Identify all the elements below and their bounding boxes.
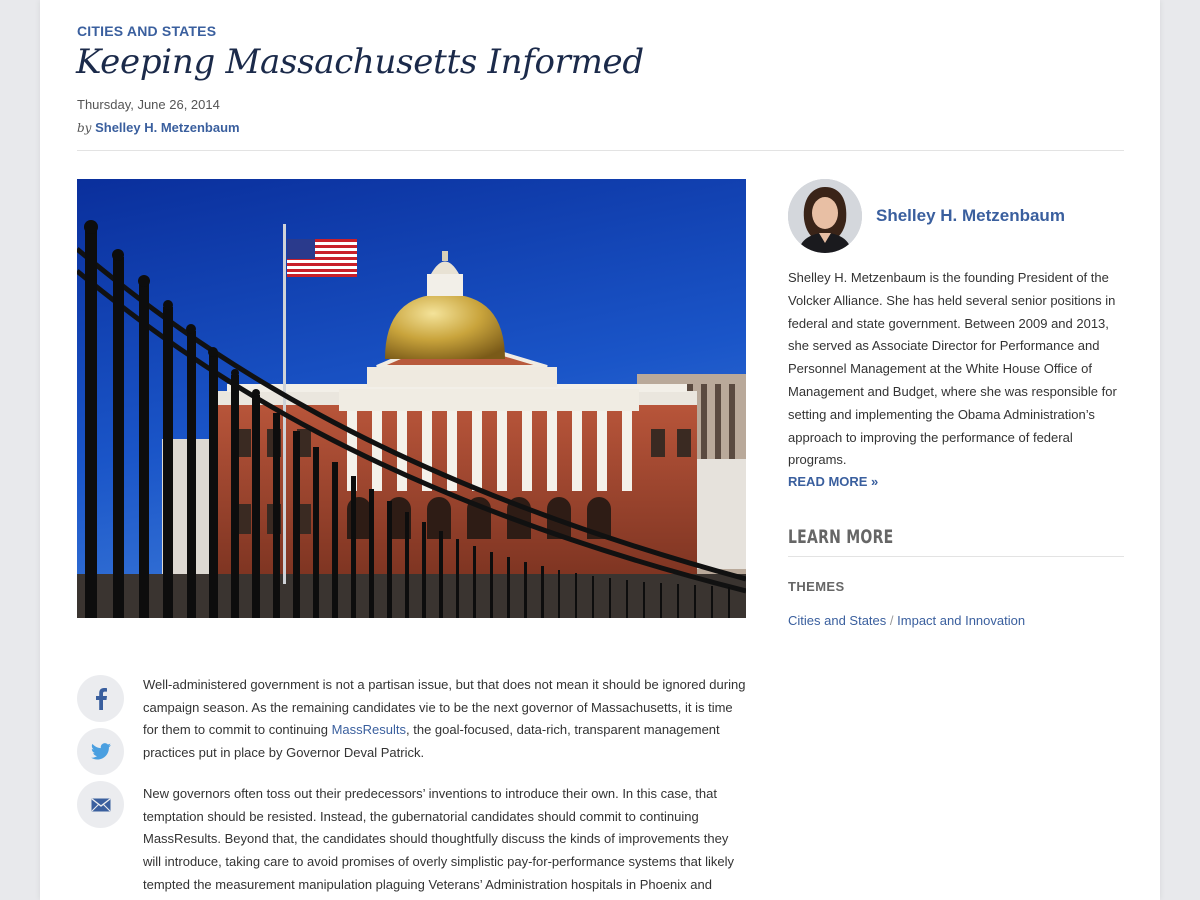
email-share-button[interactable] [77,781,124,828]
twitter-share-button[interactable] [77,728,124,775]
article-title: Keeping Massachusetts Informed [76,42,644,82]
learn-more-heading: LEARN MORE [788,526,894,548]
twitter-icon [91,743,111,760]
author-avatar[interactable] [788,179,862,253]
learn-more-divider [788,556,1124,557]
themes-label: THEMES [788,579,845,594]
sidebar-author-name-link[interactable]: Shelley H. Metzenbaum [876,206,1065,225]
byline-author-link[interactable]: Shelley H. Metzenbaum [95,120,240,135]
article-date: Thursday, June 26, 2014 [77,97,220,112]
p1-text-before: Well-administered government is not a partisan issue, but that does not mean it should be ignored during campaign season. As the remaining candidates vie to be the next governor of Massachusetts, it is time for them to commit to continuing [143,677,746,738]
header-divider [77,150,1124,151]
hero-image [77,179,746,618]
body-paragraph-1 [143,674,748,765]
byline-prefix: by [77,121,92,135]
body-paragraph-2: New governors often toss out their predecessors’ inventions to introduce their own. In this case, that temptation should be resisted. Instead, the gubernatorial candidates should commit to continuing MassResults. Beyond that, the candidates should thoughtfully discuss the kinds of improvements they will introduce, taking care to avoid promises of overly simplistic pay-for-performance systems that likely tempted the measurement manipulation plaguing Veterans’ Administration hospitals in Phoenix and [143,786,734,892]
email-icon [91,798,111,812]
theme-link-impact-and-innovation[interactable]: Impact and Innovation [897,613,1026,628]
facebook-icon [94,688,108,710]
themes-separator: / [889,613,894,628]
read-more-link[interactable]: READ MORE » [788,474,879,489]
category-link[interactable]: CITIES AND STATES [77,23,217,39]
massresults-link[interactable]: MassResults [331,722,407,738]
p1-text-after: , the goal-focused, data-rich, transparent management practices put in place by Governor Deval Patrick. [143,722,720,761]
author-bio: Shelley H. Metzenbaum is the founding President of the Volcker Alliance. She has held several senior positions in federal and state government. Between 2009 and 2013, she served as Associate Director for Performance and Personnel Management at the White House Office of Management and Budget, where she was responsible for setting and implementing the Obama Administration’s approach to improving the performance of federal programs. [788,270,1117,468]
themes-list [788,613,1025,628]
article-page [40,0,1160,900]
byline [77,120,240,135]
theme-link-cities-and-states[interactable]: Cities and States [788,613,887,628]
facebook-share-button[interactable] [77,675,124,722]
